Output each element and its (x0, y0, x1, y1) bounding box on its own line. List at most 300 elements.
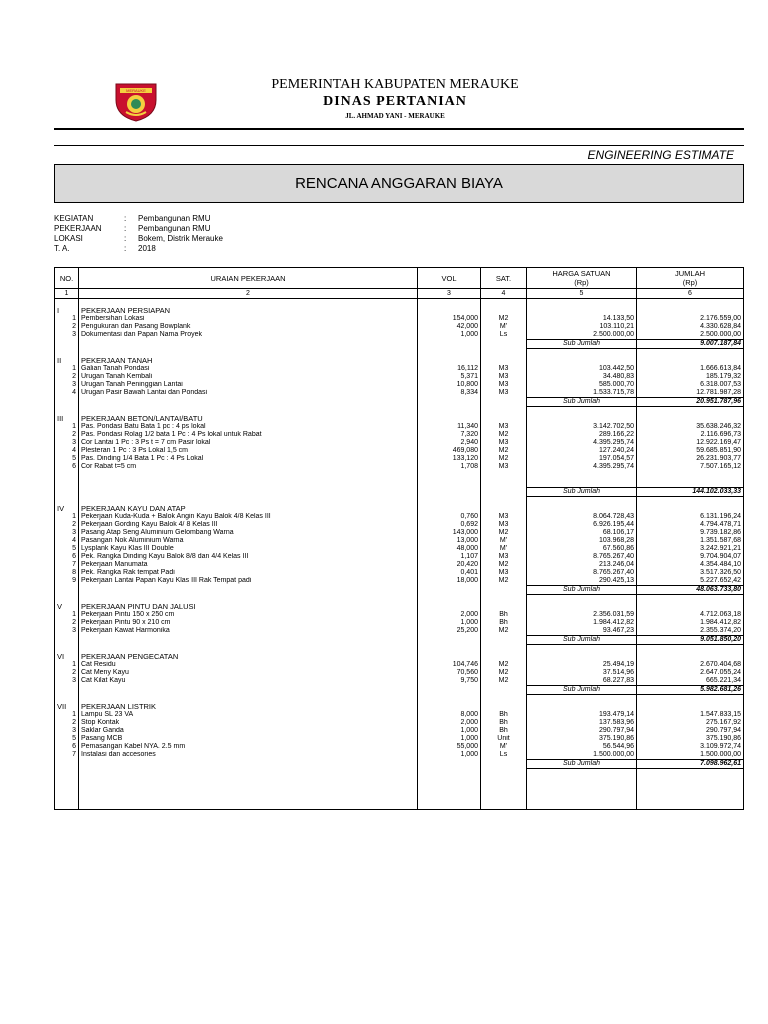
subtotal-row (55, 398, 744, 407)
item-number: 1 (55, 711, 79, 719)
item-unit: M3 (481, 553, 527, 561)
table-row (55, 677, 744, 686)
item-unit: Ls (481, 751, 527, 760)
item-unit-price: 93.467,23 (527, 627, 637, 636)
blank-cell (637, 479, 744, 488)
col-header-jumlah: JUMLAH (Rp) (637, 268, 744, 289)
item-unit-price: 3.142.702,50 (527, 423, 637, 431)
blank-cell (527, 299, 637, 308)
item-volume: 1,000 (418, 727, 481, 735)
item-description: Pasangan Nok Aluminium Warna (79, 537, 418, 545)
item-number: 5 (55, 545, 79, 553)
table-row (55, 431, 744, 439)
info-value: Bokem, Distrik Merauke (138, 234, 223, 243)
info-key: LOKASI (54, 234, 83, 243)
blank-cell (418, 769, 481, 778)
item-description: Pas. Pondasi Rolag 1/2 bata 1 Pc : 4 Ps lokal untuk Rabat (79, 431, 418, 439)
column-number: 6 (637, 289, 744, 299)
info-value: Pembangunan RMU (138, 224, 211, 233)
section-header-row (55, 603, 744, 611)
blank-cell (527, 777, 637, 785)
blank-cell (418, 653, 481, 661)
item-unit-price: 8.064.728,43 (527, 513, 637, 521)
item-total: 275.167,92 (637, 719, 744, 727)
item-number: 4 (55, 389, 79, 398)
blank-cell (55, 340, 79, 349)
blank-cell (418, 415, 481, 423)
subtotal-value: 144.102.033,33 (637, 488, 744, 497)
subtotal-label: Sub Jumlah (527, 488, 637, 497)
item-volume: 11,340 (418, 423, 481, 431)
blank-cell (527, 695, 637, 704)
item-total: 9.739.182,86 (637, 529, 744, 537)
table-row (55, 315, 744, 323)
item-number: 3 (55, 727, 79, 735)
item-unit-price: 289.166,22 (527, 431, 637, 439)
blank-cell (55, 793, 79, 801)
item-unit: Bh (481, 719, 527, 727)
item-volume: 133,120 (418, 455, 481, 463)
item-volume: 0,401 (418, 569, 481, 577)
blank-cell (418, 785, 481, 793)
blank-cell (527, 349, 637, 358)
item-description: Pengukuran dan Pasang Bowplank (79, 323, 418, 331)
table-row (55, 669, 744, 677)
col-header-harga: HARGA SATUAN (Rp) (527, 268, 637, 289)
table-row (55, 323, 744, 331)
table-row (55, 439, 744, 447)
blank-cell (55, 769, 79, 778)
item-number: 9 (55, 577, 79, 586)
blank-cell (481, 471, 527, 479)
blank-cell (79, 785, 418, 793)
blank-cell (79, 471, 418, 479)
item-description: Pekerjaan Kawat Harmonika (79, 627, 418, 636)
table-row (55, 719, 744, 727)
item-unit: Bh (481, 711, 527, 719)
item-total: 6.131.196,24 (637, 513, 744, 521)
item-unit: M3 (481, 365, 527, 373)
item-unit-price: 14.133,50 (527, 315, 637, 323)
blank-cell (481, 785, 527, 793)
table-row (55, 711, 744, 719)
blank-cell (481, 340, 527, 349)
table-row (55, 537, 744, 545)
item-unit-price: 375.190,86 (527, 735, 637, 743)
blank-row (55, 777, 744, 785)
item-total: 2.355.374,20 (637, 627, 744, 636)
item-total: 2.176.559,00 (637, 315, 744, 323)
section-title: PEKERJAAN PENGECATAN (79, 653, 418, 661)
item-total: 4.330.628,84 (637, 323, 744, 331)
blank-row (55, 595, 744, 604)
blank-cell (481, 299, 527, 308)
item-volume: 0,760 (418, 513, 481, 521)
item-total: 12.781.987,28 (637, 389, 744, 398)
table-row (55, 577, 744, 586)
item-unit: M2 (481, 447, 527, 455)
col-header-vol: VOL (418, 268, 481, 289)
blank-row (55, 793, 744, 801)
item-description: Pasang MCB (79, 735, 418, 743)
item-volume: 1,000 (418, 735, 481, 743)
item-number: 3 (55, 439, 79, 447)
blank-cell (637, 695, 744, 704)
blank-cell (481, 695, 527, 704)
title-box (54, 164, 744, 203)
item-total: 1.351.587,68 (637, 537, 744, 545)
item-description: Saklar Ganda (79, 727, 418, 735)
blank-cell (418, 299, 481, 308)
column-number: 1 (55, 289, 79, 299)
item-unit: M3 (481, 381, 527, 389)
item-unit: M2 (481, 315, 527, 323)
col-header-no: NO. (55, 268, 79, 289)
blank-row (55, 471, 744, 479)
blank-cell (637, 349, 744, 358)
item-unit-price: 8.765.267,40 (527, 553, 637, 561)
section-title: PEKERJAAN LISTRIK (79, 703, 418, 711)
item-number: 4 (55, 447, 79, 455)
blank-cell (55, 349, 79, 358)
blank-cell (79, 398, 418, 407)
table-row (55, 455, 744, 463)
table-row (55, 619, 744, 627)
table-row (55, 373, 744, 381)
section-number: V (55, 603, 79, 611)
item-volume: 9,750 (418, 677, 481, 686)
blank-cell (481, 497, 527, 506)
item-volume: 2,000 (418, 719, 481, 727)
item-volume: 48,000 (418, 545, 481, 553)
blank-cell (55, 586, 79, 595)
subtotal-row (55, 636, 744, 645)
blank-cell (418, 497, 481, 506)
blank-cell (481, 653, 527, 661)
blank-cell (418, 793, 481, 801)
item-number: 7 (55, 561, 79, 569)
item-number: 2 (55, 373, 79, 381)
info-key: PEKERJAAN (54, 224, 102, 233)
blank-cell (481, 777, 527, 785)
item-unit: M2 (481, 455, 527, 463)
section-title: PEKERJAAN PERSIAPAN (79, 307, 418, 315)
blank-cell (418, 586, 481, 595)
item-description: Stop Kontak (79, 719, 418, 727)
item-total: 35.638.246,32 (637, 423, 744, 431)
item-number: 6 (55, 553, 79, 561)
subtotal-row (55, 340, 744, 349)
info-colon: : (124, 244, 127, 253)
section-title: PEKERJAAN BETON/LANTAI/BATU (79, 415, 418, 423)
item-number: 1 (55, 611, 79, 619)
item-number: 5 (55, 735, 79, 743)
table-row (55, 463, 744, 471)
item-unit-price: 1.984.412,82 (527, 619, 637, 627)
blank-cell (481, 586, 527, 595)
blank-cell (527, 793, 637, 801)
item-unit: Bh (481, 727, 527, 735)
item-unit-price: 34.480,83 (527, 373, 637, 381)
blank-cell (79, 407, 418, 416)
item-unit-price: 4.395.295,74 (527, 463, 637, 471)
item-volume: 5,371 (418, 373, 481, 381)
item-unit-price: 1.500.000,00 (527, 751, 637, 760)
item-total: 2.647.055,24 (637, 669, 744, 677)
item-unit-price: 2.356.031,59 (527, 611, 637, 619)
blank-cell (79, 645, 418, 654)
table-row (55, 545, 744, 553)
item-description: Cat Kilat Kayu (79, 677, 418, 686)
item-total: 2.670.404,68 (637, 661, 744, 669)
subtotal-label: Sub Jumlah (527, 398, 637, 407)
blank-cell (481, 793, 527, 801)
item-total: 665.221,34 (637, 677, 744, 686)
table-row (55, 751, 744, 760)
subtotal-label: Sub Jumlah (527, 686, 637, 695)
item-description: Cat Meny Kayu (79, 669, 418, 677)
table-row (55, 513, 744, 521)
blank-cell (481, 760, 527, 769)
blank-cell (527, 801, 637, 810)
blank-cell (79, 801, 418, 810)
column-number: 2 (79, 289, 418, 299)
blank-cell (418, 349, 481, 358)
blank-cell (481, 595, 527, 604)
item-volume: 154,000 (418, 315, 481, 323)
blank-cell (527, 595, 637, 604)
item-description: Pas. Dinding 1/4 Bata 1 Pc : 4 Ps Lokal (79, 455, 418, 463)
item-description: Urugan Tanah Peninggian Lantai (79, 381, 418, 389)
blank-cell (79, 488, 418, 497)
subtotal-value: 9.051.850,20 (637, 636, 744, 645)
agency-name: DINAS PERTANIAN (323, 94, 467, 109)
blank-cell (481, 769, 527, 778)
item-unit: M3 (481, 423, 527, 431)
blank-cell (637, 471, 744, 479)
blank-cell (481, 415, 527, 423)
item-description: Pekerjaan Lantai Papan Kayu Klas III Rak Tempat padi (79, 577, 418, 586)
blank-cell (418, 505, 481, 513)
item-number: 1 (55, 315, 79, 323)
item-volume: 20,420 (418, 561, 481, 569)
subtotal-value: 20.951.787,96 (637, 398, 744, 407)
subtotal-value: 9.007.187,84 (637, 340, 744, 349)
item-total: 3.242.921,21 (637, 545, 744, 553)
item-unit-price: 197.054,57 (527, 455, 637, 463)
item-number: 6 (55, 463, 79, 471)
item-total: 2.116.696,73 (637, 431, 744, 439)
item-total: 4.794.478,71 (637, 521, 744, 529)
info-colon: : (124, 214, 127, 223)
item-unit-price: 67.560,86 (527, 545, 637, 553)
item-description: Lysplank Kayu Klas III Double (79, 545, 418, 553)
item-volume: 2,940 (418, 439, 481, 447)
blank-cell (418, 801, 481, 810)
blank-cell (418, 636, 481, 645)
item-unit-price: 103.442,50 (527, 365, 637, 373)
blank-cell (418, 488, 481, 497)
item-unit-price: 56.544,96 (527, 743, 637, 751)
item-unit-price: 585.000,70 (527, 381, 637, 389)
subtotal-row (55, 760, 744, 769)
blank-cell (481, 307, 527, 315)
item-number: 2 (55, 323, 79, 331)
item-description: Pekerjaan Gording Kayu Balok 4/ 8 Kelas III (79, 521, 418, 529)
item-description: Pek. Rangka Rak tempat Padi (79, 569, 418, 577)
blank-cell (79, 793, 418, 801)
blank-cell (527, 357, 637, 365)
item-description: Pembersihan Lokasi (79, 315, 418, 323)
blank-cell (55, 801, 79, 810)
info-key: T. A. (54, 244, 70, 253)
blank-cell (418, 595, 481, 604)
item-volume: 1,107 (418, 553, 481, 561)
blank-row (55, 349, 744, 358)
table-row (55, 529, 744, 537)
item-total: 26.231.903,77 (637, 455, 744, 463)
item-number: 1 (55, 365, 79, 373)
blank-cell (79, 497, 418, 506)
blank-cell (79, 299, 418, 308)
table-row (55, 611, 744, 619)
section-number: VII (55, 703, 79, 711)
blank-cell (637, 415, 744, 423)
item-volume: 104,746 (418, 661, 481, 669)
info-row (54, 224, 223, 234)
subtotal-label: Sub Jumlah (527, 636, 637, 645)
subtotal-row (55, 488, 744, 497)
blank-cell (55, 398, 79, 407)
blank-cell (637, 407, 744, 416)
header-divider (54, 128, 744, 130)
item-description: Instalasi dan accesories (79, 751, 418, 760)
item-volume: 16,112 (418, 365, 481, 373)
item-volume: 55,000 (418, 743, 481, 751)
blank-cell (55, 299, 79, 308)
item-total: 12.922.169,47 (637, 439, 744, 447)
table-row (55, 389, 744, 398)
item-unit: M2 (481, 577, 527, 586)
table-row (55, 423, 744, 431)
blank-cell (55, 636, 79, 645)
item-unit-price: 37.514,96 (527, 669, 637, 677)
column-number-row (55, 289, 744, 299)
blank-cell (79, 760, 418, 769)
item-description: Pas. Pondasi Batu Bata 1 pc : 4 ps lokal (79, 423, 418, 431)
blank-cell (481, 636, 527, 645)
info-row (54, 234, 223, 244)
item-description: Urugan Tanah Kembali (79, 373, 418, 381)
blank-cell (418, 760, 481, 769)
table-row (55, 331, 744, 340)
item-number: 3 (55, 381, 79, 389)
blank-cell (55, 595, 79, 604)
government-name: PEMERINTAH KABUPATEN MERAUKE (271, 77, 519, 92)
blank-row (55, 769, 744, 778)
blank-cell (527, 703, 637, 711)
item-unit-price: 290.797,94 (527, 727, 637, 735)
blank-cell (418, 686, 481, 695)
item-volume: 1,000 (418, 331, 481, 340)
blank-cell (481, 407, 527, 416)
blank-cell (637, 793, 744, 801)
project-info (54, 214, 223, 254)
blank-cell (79, 479, 418, 488)
blank-cell (418, 695, 481, 704)
blank-cell (527, 785, 637, 793)
blank-cell (527, 769, 637, 778)
item-unit-price: 68.227,83 (527, 677, 637, 686)
info-value: 2018 (138, 244, 156, 253)
item-volume: 13,000 (418, 537, 481, 545)
blank-cell (418, 603, 481, 611)
item-unit: M2 (481, 677, 527, 686)
blank-cell (55, 686, 79, 695)
item-total: 4.712.063,18 (637, 611, 744, 619)
table-row (55, 521, 744, 529)
col-header-sat: SAT. (481, 268, 527, 289)
col-header-uraian: URAIAN PEKERJAAN (79, 268, 418, 289)
column-number: 5 (527, 289, 637, 299)
item-description: Pekerjaan Kuda-Kuda + Balok Angin Kayu Balok 4/8 Kelas III (79, 513, 418, 521)
blank-cell (527, 307, 637, 315)
item-unit-price: 193.479,14 (527, 711, 637, 719)
blank-cell (637, 497, 744, 506)
item-description: Cat Residu (79, 661, 418, 669)
blank-cell (637, 307, 744, 315)
item-number: 1 (55, 423, 79, 431)
blank-cell (79, 586, 418, 595)
blank-row (55, 695, 744, 704)
table-row (55, 743, 744, 751)
blank-row (55, 801, 744, 810)
blank-cell (418, 645, 481, 654)
item-unit-price: 103.110,21 (527, 323, 637, 331)
item-unit-price: 8.765.267,40 (527, 569, 637, 577)
blank-cell (79, 636, 418, 645)
item-total: 1.666.613,84 (637, 365, 744, 373)
blank-row (55, 497, 744, 506)
blank-cell (55, 785, 79, 793)
item-unit: Bh (481, 619, 527, 627)
item-description: Lampu SL 23 VA (79, 711, 418, 719)
item-description: Dokumentasi dan Papan Nama Proyek (79, 331, 418, 340)
blank-row (55, 645, 744, 654)
budget-table (54, 267, 744, 810)
blank-cell (418, 307, 481, 315)
item-number: 6 (55, 743, 79, 751)
item-number: 4 (55, 537, 79, 545)
blank-cell (55, 479, 79, 488)
blank-cell (55, 497, 79, 506)
item-unit: M3 (481, 373, 527, 381)
item-volume: 70,560 (418, 669, 481, 677)
item-unit: M2 (481, 431, 527, 439)
blank-cell (418, 407, 481, 416)
blank-cell (55, 777, 79, 785)
blank-cell (79, 595, 418, 604)
section-header-row (55, 415, 744, 423)
agency-address: JL. AHMAD YANI - MERAUKE (345, 112, 445, 120)
item-number: 2 (55, 719, 79, 727)
info-value: Pembangunan RMU (138, 214, 211, 223)
blank-cell (637, 801, 744, 810)
item-unit-price: 290.425,13 (527, 577, 637, 586)
item-unit-price: 137.583,96 (527, 719, 637, 727)
blank-cell (637, 505, 744, 513)
item-unit: M' (481, 323, 527, 331)
